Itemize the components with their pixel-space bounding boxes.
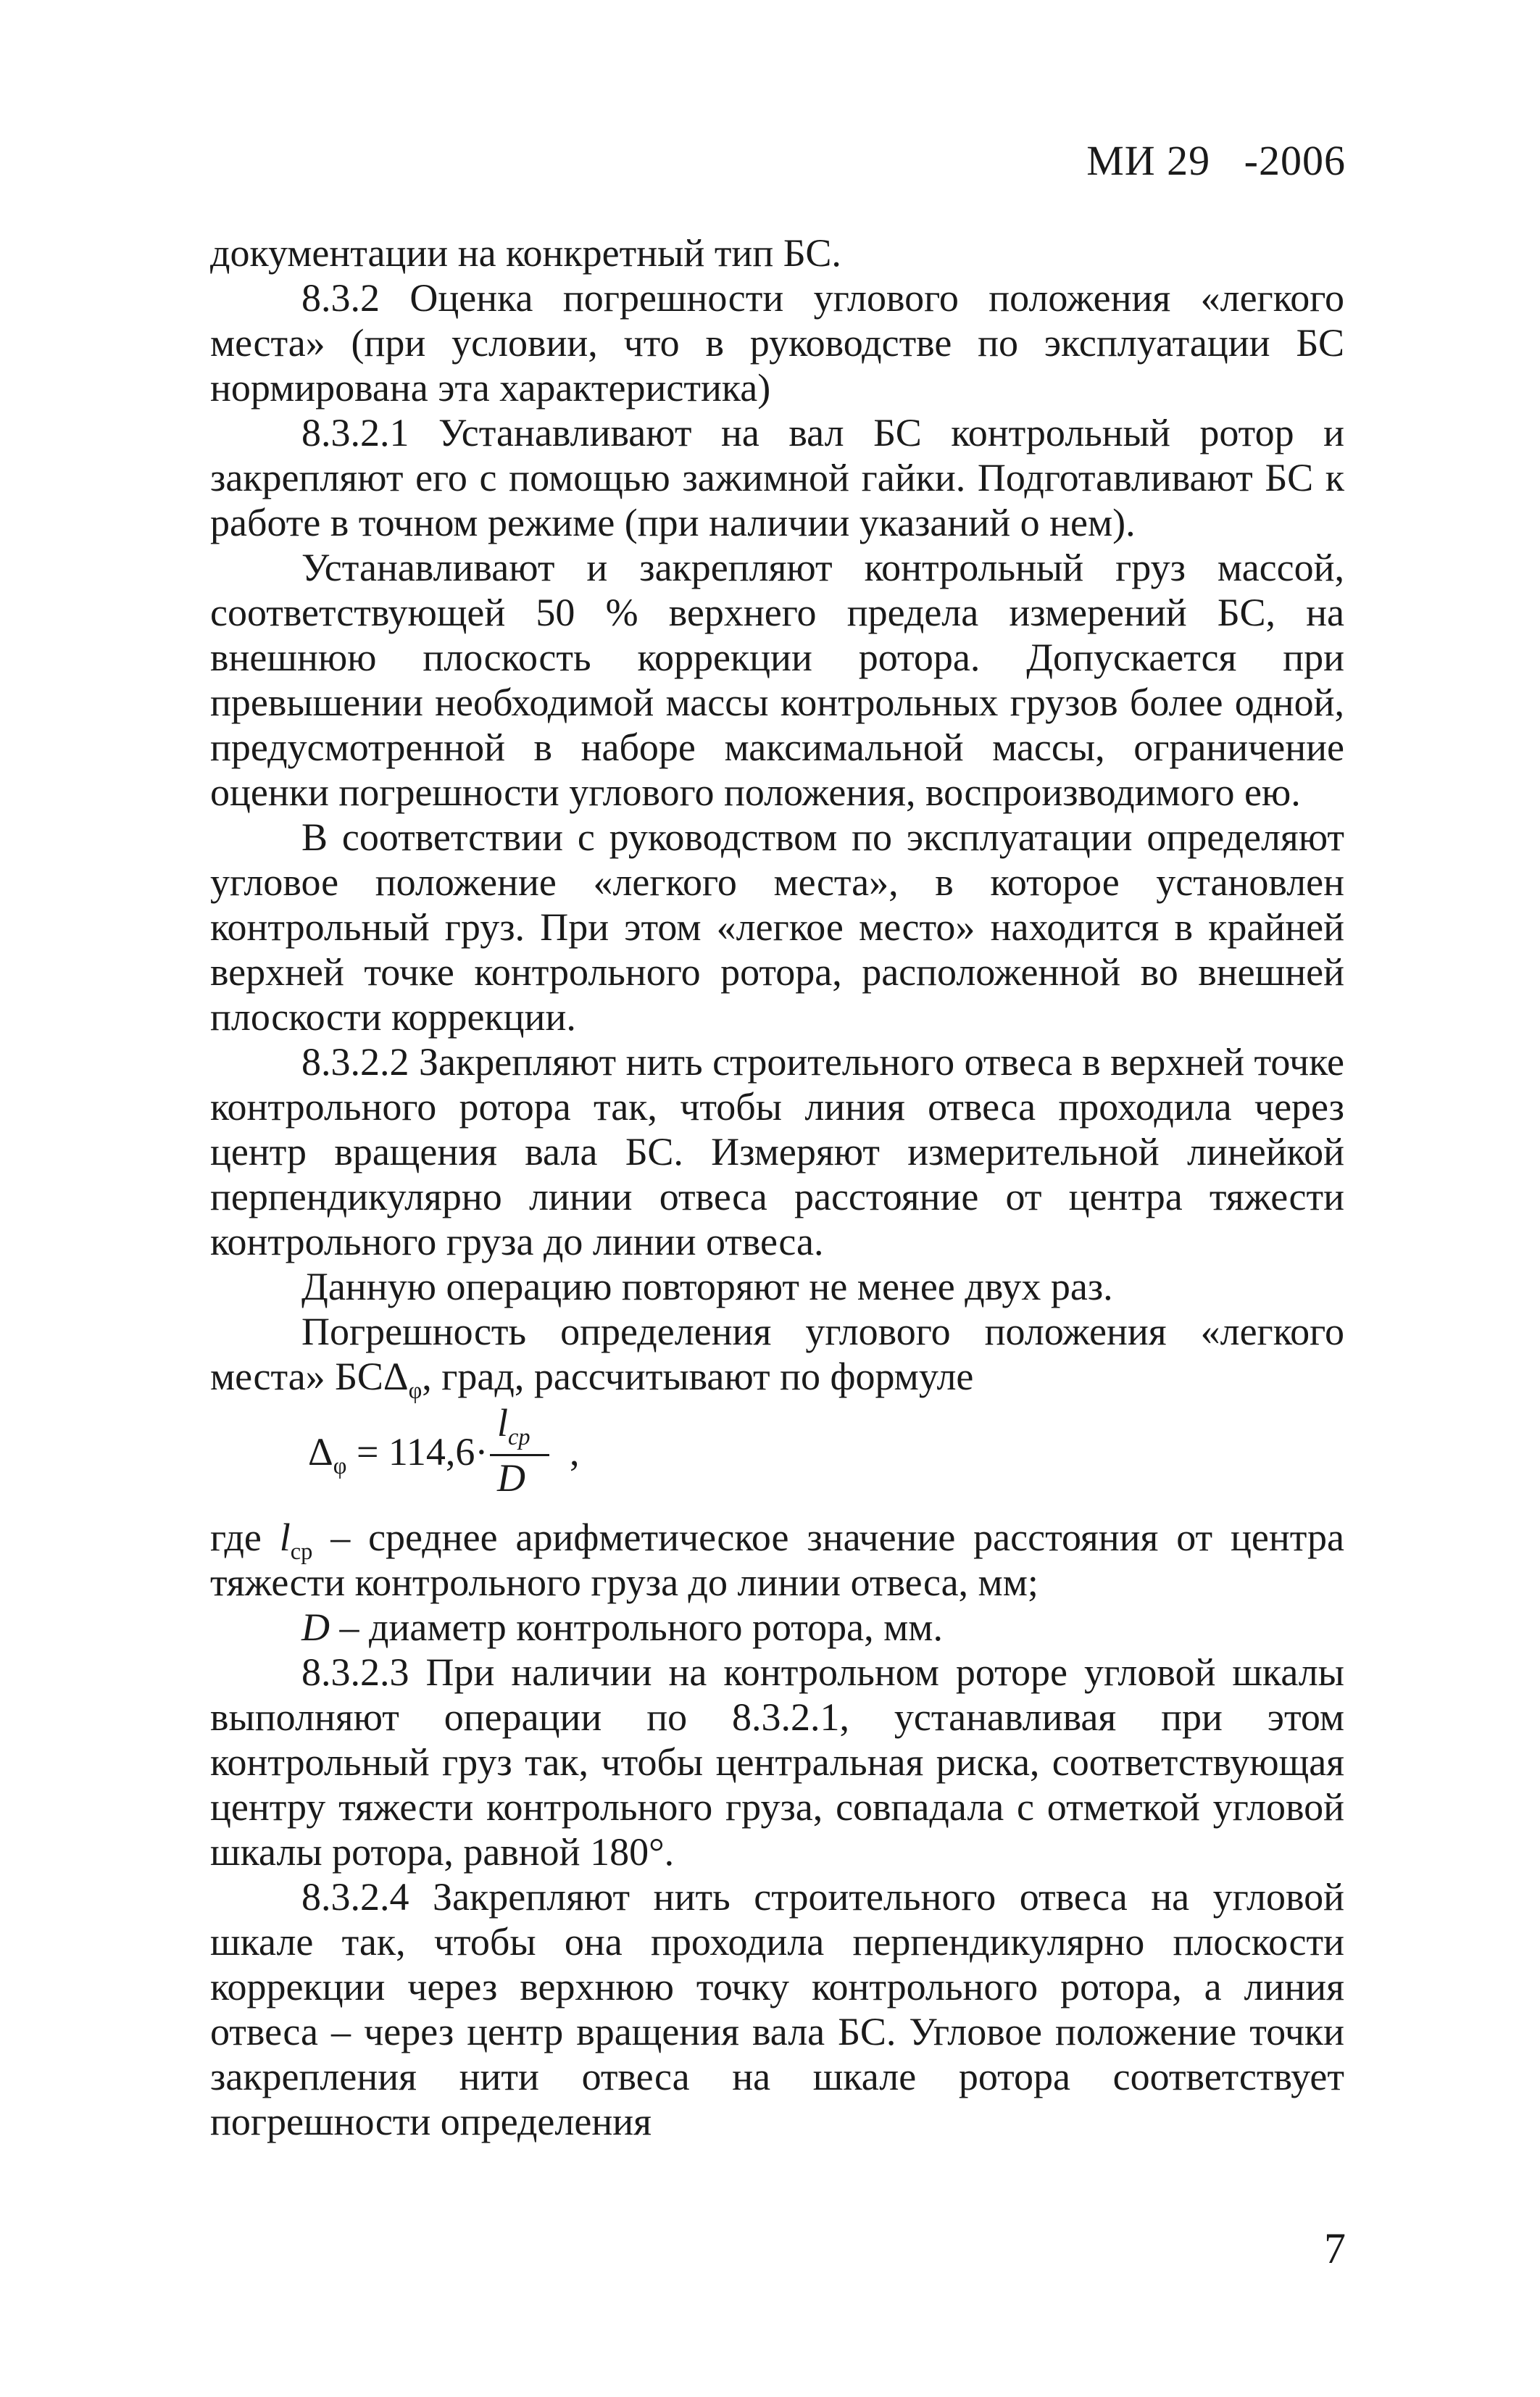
- paragraph-error-formula-intro: [210, 1309, 1344, 1404]
- legend-d: [210, 1605, 1344, 1650]
- intro-text-b: , град, рассчитывают по формуле: [422, 1355, 974, 1398]
- paragraph-8-3-2: 8.3.2 Оценка погрешности углового положения «легкого места» (при условии, что в руководстве по эксплуатации БС нормирована эта характеристика): [210, 276, 1344, 410]
- formula-coefficient: = 114,6·: [346, 1430, 488, 1474]
- paragraph-8-3-2-2: 8.3.2.2 Закрепляют нить строительного отвеса в верхней точке контрольного ротора так, чтобы линия отвеса проходила через центр вращения вала БС. Измеряют измерительной линейкой перпендикулярно линии отвеса расстояние от центра тяжести контрольного груза до линии отвеса.: [210, 1040, 1345, 1263]
- where-text: – среднее арифметическое значение расстояния от центра тяжести контрольного груза до линии отвеса, мм;: [210, 1516, 1344, 1604]
- paragraph-light-spot: В соответствии с руководством по эксплуатации определяют угловое положение «легкого места», в которое установлен контрольный груз. При этом «легкое место» находится в крайней верхней точке контрольного ротора, расположенной во внешней плоскости коррекции.: [210, 815, 1344, 1039]
- paragraph-continuation: документации на конкретный тип БС.: [210, 231, 841, 275]
- paragraph-repeat: Данную операцию повторяют не менее двух раз.: [301, 1265, 1113, 1308]
- paragraph-control-weight: Устанавливают и закрепляют контрольный груз массой, соответствующей 50 % верхнего предела измерений БС, на внешнюю плоскость коррекции ротора. Допускается при превышении необходимой массы контрольных грузов более одной, предусмотренной в наборе максимальной массы, ограничение оценки погрешности углового положения, воспроизводимого ею.: [210, 546, 1344, 814]
- where-word: где: [210, 1516, 280, 1559]
- formula-comma: ,: [570, 1430, 580, 1474]
- legend-l-cp: [210, 1515, 1344, 1605]
- denominator-var: D: [497, 1456, 525, 1500]
- numerator-var: l: [497, 1401, 509, 1445]
- where-var: l: [279, 1516, 291, 1559]
- body-text: [210, 230, 1344, 2144]
- formula-numerator: [497, 1400, 530, 1450]
- formula-angular-error: [210, 1402, 1344, 1509]
- legend-d-var: D: [301, 1605, 330, 1649]
- formula-delta-subscript: φ: [333, 1453, 347, 1479]
- formula-denominator: [497, 1455, 525, 1500]
- numerator-subscript: ср: [508, 1424, 530, 1450]
- formula-delta: Δ: [308, 1430, 333, 1474]
- paragraph-8-3-2-4: 8.3.2.4 Закрепляют нить строительного отвеса на угловой шкале так, чтобы она проходила перпендикулярно плоскости коррекции через верхнюю точку контрольного ротора, а линия отвеса – через центр вращения вала БС. Угловое положение точки закрепления нити отвеса на шкале ротора соответствует погрешности определения: [210, 1875, 1344, 2143]
- paragraph-8-3-2-1: 8.3.2.1 Устанавливают на вал БС контрольный ротор и закрепляют его с помощью зажимной гайки. Подготавливают БС к работе в точном режиме (при наличии указаний о нем).: [210, 411, 1344, 544]
- formula-lhs: [308, 1429, 488, 1479]
- page-number: 7: [1324, 2224, 1346, 2272]
- intro-text-a: Погрешность определения углового положения «легкого места» БСΔ: [210, 1310, 1344, 1398]
- where-var-subscript: ср: [290, 1538, 313, 1565]
- paragraph-8-3-2-3: 8.3.2.3 При наличии на контрольном роторе угловой шкалы выполняют операции по 8.3.2.1, устанавливая при этом контрольный груз так, чтобы центральная риска, соответствующая центру тяжести контрольного груза, совпадала с отметкой угловой шкалы ротора, равной 180°.: [210, 1650, 1344, 1874]
- legend-d-text: – диаметр контрольного ротора, мм.: [330, 1605, 943, 1649]
- intro-subscript: φ: [408, 1377, 423, 1404]
- formula-fraction: [478, 1400, 564, 1502]
- document-code-header: МИ 29 -2006: [1086, 137, 1346, 184]
